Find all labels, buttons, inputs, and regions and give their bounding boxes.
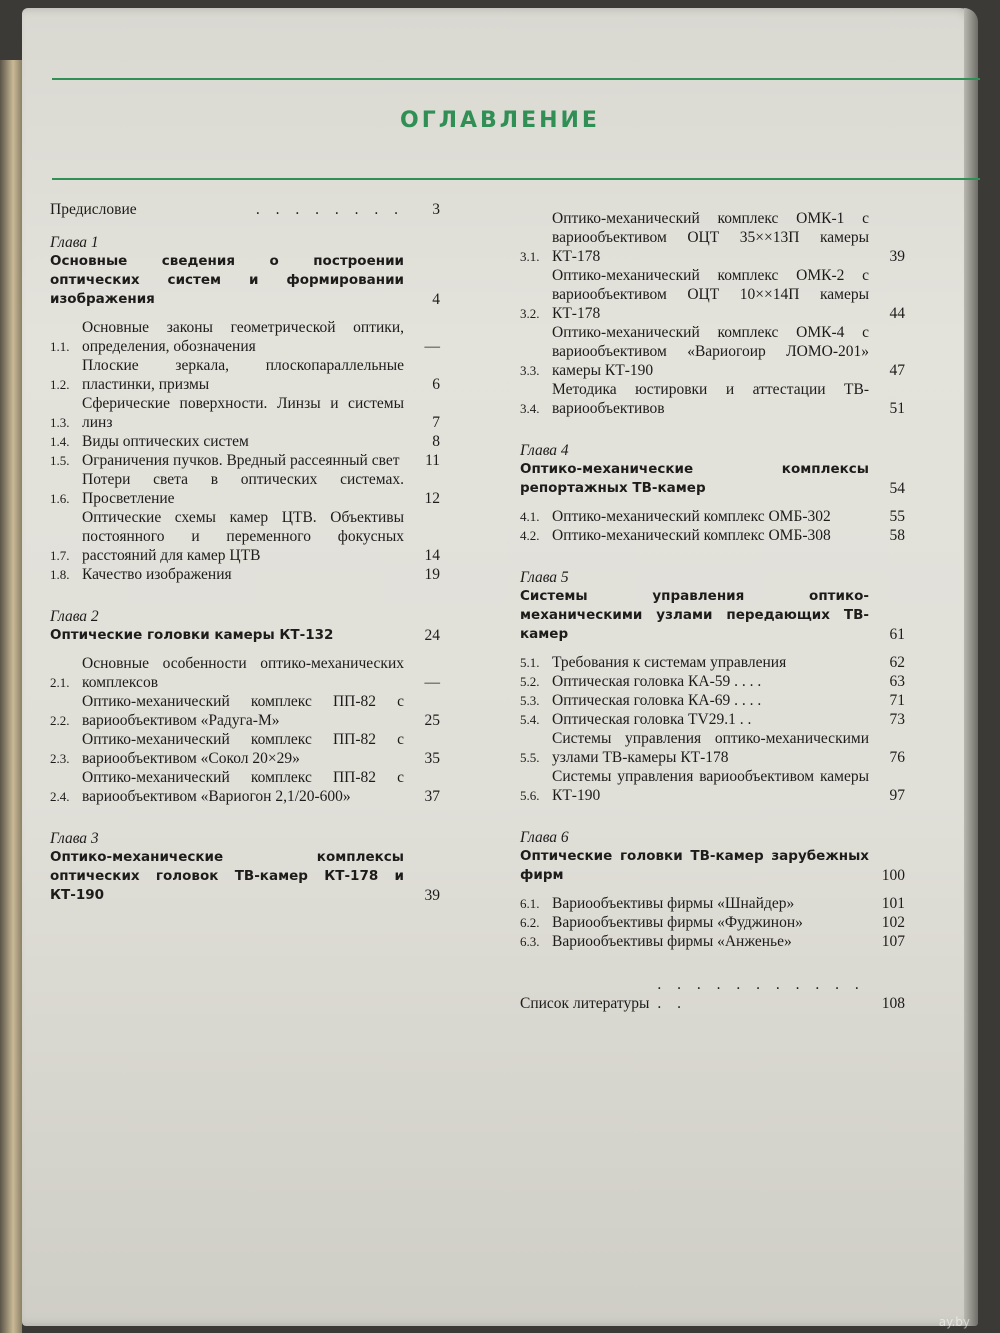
section-entry[interactable]	[520, 767, 905, 805]
section-title: Оптико-механический комплекс ОМК-4 с вариообъективом «Вариогоир ЛОМО-201» камеры КТ-190	[552, 324, 869, 379]
section-title: Качество изображения	[82, 566, 232, 583]
section-title: Оптическая головка TV29.1 . .	[552, 711, 752, 728]
chapter-label: Глава 5	[520, 569, 569, 586]
chapter-title: Оптико-механические комплексы репортажных ТВ-камер	[520, 461, 869, 496]
chapter-title: Основные сведения о построении оптических систем и формировании изображения	[50, 253, 404, 307]
chapter-label: Глава 6	[520, 829, 569, 846]
chapter-entry[interactable]	[520, 587, 905, 644]
section-title: Вариообъективы фирмы «Фуджинон»	[552, 914, 803, 931]
chapter-page: 39	[424, 887, 440, 904]
section-entry[interactable]	[520, 323, 905, 380]
preface-label: Предисловие	[50, 201, 137, 218]
bibliography-label: Список литературы	[520, 995, 650, 1012]
section-page: 25	[424, 712, 440, 729]
section-page: 35	[424, 750, 440, 767]
section-title: Виды оптических систем	[82, 433, 249, 450]
section-number: 6.3.	[520, 934, 540, 949]
section-page: 73	[889, 711, 905, 728]
section-number: 3.4.	[520, 401, 540, 416]
section-page: 101	[881, 895, 905, 912]
section-title: Оптико-механический комплекс ОМБ-302	[552, 508, 831, 525]
section-number: 5.1.	[520, 655, 540, 670]
section-entry[interactable]	[520, 507, 905, 526]
section-title: Вариообъективы фирмы «Шнайдер»	[552, 895, 795, 912]
section-number: 1.6.	[50, 491, 70, 506]
section-entry[interactable]	[520, 710, 905, 729]
page-title: ОГЛАВЛЕНИЕ	[400, 108, 600, 133]
spacer	[520, 418, 905, 427]
section-title: Оптико-механический комплекс ОМБ-308	[552, 527, 831, 544]
section-page: 58	[889, 527, 905, 544]
chapter-entry[interactable]	[520, 460, 905, 498]
section-number: 1.3.	[50, 415, 70, 430]
section-number: 3.2.	[520, 306, 540, 321]
section-title: Потери света в оптических системах. Просветление	[82, 471, 404, 507]
section-title: Оптическая головка КА-59 . . . .	[552, 673, 762, 690]
section-page: 76	[889, 749, 905, 766]
section-number: 1.4.	[50, 434, 70, 449]
spacer	[520, 951, 905, 960]
chapter-label: Глава 4	[520, 442, 569, 459]
section-number: 2.3.	[50, 751, 70, 766]
section-number: 2.1.	[50, 675, 70, 690]
toc-preface[interactable]	[50, 200, 440, 219]
section-entry[interactable]	[520, 894, 905, 913]
spacer	[50, 309, 440, 318]
section-title: Плоские зеркала, плоскопараллельные пластинки, призмы	[82, 357, 404, 393]
section-title: Системы управления вариообъективом камеры КТ-190	[552, 768, 869, 804]
chapter-entry[interactable]	[50, 252, 440, 309]
section-entry[interactable]	[50, 470, 440, 508]
toc-bibliography[interactable]	[520, 975, 905, 1013]
section-page: 39	[889, 248, 905, 265]
section-number: 1.1.	[50, 339, 70, 354]
chapter-title: Оптико-механические комплексы оптических головок ТВ-камер КТ-178 и КТ-190	[50, 849, 404, 903]
section-page: 8	[432, 433, 440, 450]
section-entry[interactable]	[50, 565, 440, 584]
section-entry[interactable]	[50, 318, 440, 356]
section-entry[interactable]	[50, 654, 440, 692]
section-page: 102	[881, 914, 905, 931]
preface-page: 3	[432, 201, 440, 218]
chapter-label: Глава 2	[50, 608, 99, 625]
section-page: 63	[889, 673, 905, 690]
section-number: 5.2.	[520, 674, 540, 689]
chapter-title: Оптические головки камеры КТ-132	[50, 627, 334, 643]
spacer	[520, 644, 905, 653]
chapter-page: 4	[432, 291, 440, 308]
spacer	[50, 905, 440, 914]
chapter-label: Глава 3	[50, 830, 99, 847]
section-title: Системы управления оптико-механическими узлами ТВ-камеры КТ-178	[552, 730, 869, 766]
chapter-title: Системы управления оптико-механическими узлами передающих ТВ-камер	[520, 588, 869, 642]
section-title: Оптико-механический комплекс ПП-82 с вариообъективом «Вариогон 2,1/20-600»	[82, 769, 404, 805]
preface-dots: . . . . . . . .	[255, 201, 404, 218]
section-number: 2.4.	[50, 789, 70, 804]
section-page: 12	[424, 490, 440, 507]
bottom-rule	[52, 178, 980, 180]
page-edge	[964, 8, 978, 1326]
chapter-page: 54	[889, 480, 905, 497]
section-entry[interactable]	[520, 729, 905, 767]
chapter-page: 24	[424, 627, 440, 644]
section-page: 107	[881, 933, 905, 950]
section-page: 71	[889, 692, 905, 709]
section-title: Оптико-механический комплекс ОМК-2 с вариообъективом ОЦТ 10××14П камеры КТ-178	[552, 267, 869, 322]
section-title: Ограничения пучков. Вредный рассеянный свет	[82, 452, 400, 469]
section-title: Основные законы геометрической оптики, определения, обозначения	[82, 319, 404, 355]
section-entry[interactable]	[520, 209, 905, 266]
section-number: 1.8.	[50, 567, 70, 582]
section-entry[interactable]	[520, 672, 905, 691]
previous-page-edge	[0, 60, 22, 1333]
spacer	[520, 805, 905, 814]
section-number: 6.2.	[520, 915, 540, 930]
spacer	[50, 584, 440, 593]
section-page: 51	[889, 400, 905, 417]
section-page: 47	[889, 362, 905, 379]
section-title: Сферические поверхности. Линзы и системы линз	[82, 395, 404, 431]
section-title: Оптические схемы камер ЦТВ. Объективы постоянного и переменного фокусных расстояний для камер ЦТВ	[82, 509, 404, 564]
bibliography-page: 108	[881, 995, 905, 1012]
section-entry[interactable]	[50, 432, 440, 451]
section-title: Требования к системам управления	[552, 654, 787, 671]
section-number: 4.1.	[520, 509, 540, 524]
section-page: 37	[424, 788, 440, 805]
section-entry[interactable]	[520, 266, 905, 323]
section-entry[interactable]	[50, 768, 440, 806]
section-page: 97	[889, 787, 905, 804]
chapter-entry[interactable]	[50, 626, 440, 645]
section-number: 1.2.	[50, 377, 70, 392]
toc-right-column	[520, 200, 905, 1013]
toc-left-column	[50, 200, 440, 914]
section-page: —	[424, 338, 440, 355]
section-entry[interactable]	[50, 692, 440, 730]
section-number: 2.2.	[50, 713, 70, 728]
section-number: 3.1.	[520, 249, 540, 264]
chapter-entry[interactable]	[50, 848, 440, 905]
section-entry[interactable]	[520, 526, 905, 545]
section-page: 11	[425, 452, 440, 469]
section-page: 19	[424, 566, 440, 583]
spacer	[50, 806, 440, 815]
section-title: Основные особенности оптико-механических комплексов	[82, 655, 404, 691]
chapter-entry[interactable]	[520, 847, 905, 885]
section-page: —	[424, 674, 440, 691]
section-page: 62	[889, 654, 905, 671]
section-number: 3.3.	[520, 363, 540, 378]
chapter-page: 100	[881, 867, 905, 884]
chapter-page: 61	[889, 626, 905, 643]
spacer	[50, 645, 440, 654]
section-entry[interactable]	[520, 932, 905, 951]
section-page: 7	[432, 414, 440, 431]
section-entry[interactable]	[50, 508, 440, 565]
section-entry[interactable]	[50, 451, 440, 470]
section-number: 4.2.	[520, 528, 540, 543]
spacer	[520, 885, 905, 894]
section-entry[interactable]	[50, 730, 440, 768]
section-title: Оптико-механический комплекс ОМК-1 с вариообъективом ОЦТ 35××13П камеры КТ-178	[552, 210, 869, 265]
bibliography-dots: . . . . . . . . . . . . .	[657, 976, 865, 1012]
section-entry[interactable]	[520, 653, 905, 672]
section-number: 5.4.	[520, 712, 540, 727]
chapter-title: Оптические головки ТВ-камер зарубежных фирм	[520, 848, 869, 883]
section-number: 1.5.	[50, 453, 70, 468]
spacer	[520, 545, 905, 554]
section-page: 14	[424, 547, 440, 564]
section-page: 6	[432, 376, 440, 393]
section-number: 5.5.	[520, 750, 540, 765]
section-title: Оптико-механический комплекс ПП-82 с вариообъективом «Радуга-М»	[82, 693, 404, 729]
top-rule	[52, 78, 980, 80]
section-entry[interactable]	[520, 691, 905, 710]
section-number: 5.6.	[520, 788, 540, 803]
section-entry[interactable]	[50, 394, 440, 432]
watermark: ay.by	[938, 1315, 970, 1329]
spacer	[520, 200, 905, 209]
section-page: 44	[889, 305, 905, 322]
section-number: 1.7.	[50, 548, 70, 563]
chapter-label: Глава 1	[50, 234, 99, 251]
section-number: 6.1.	[520, 896, 540, 911]
section-entry[interactable]	[520, 913, 905, 932]
section-number: 5.3.	[520, 693, 540, 708]
section-title: Методика юстировки и аттестации ТВ-вариообъективов	[552, 381, 869, 417]
spacer	[520, 498, 905, 507]
section-entry[interactable]	[520, 380, 905, 418]
section-title: Вариообъективы фирмы «Анженье»	[552, 933, 792, 950]
section-title: Оптическая головка КА-69 . . . .	[552, 692, 762, 709]
section-title: Оптико-механический комплекс ПП-82 с вариообъективом «Сокол 20×29»	[82, 731, 404, 767]
section-page: 55	[889, 508, 905, 525]
section-entry[interactable]	[50, 356, 440, 394]
